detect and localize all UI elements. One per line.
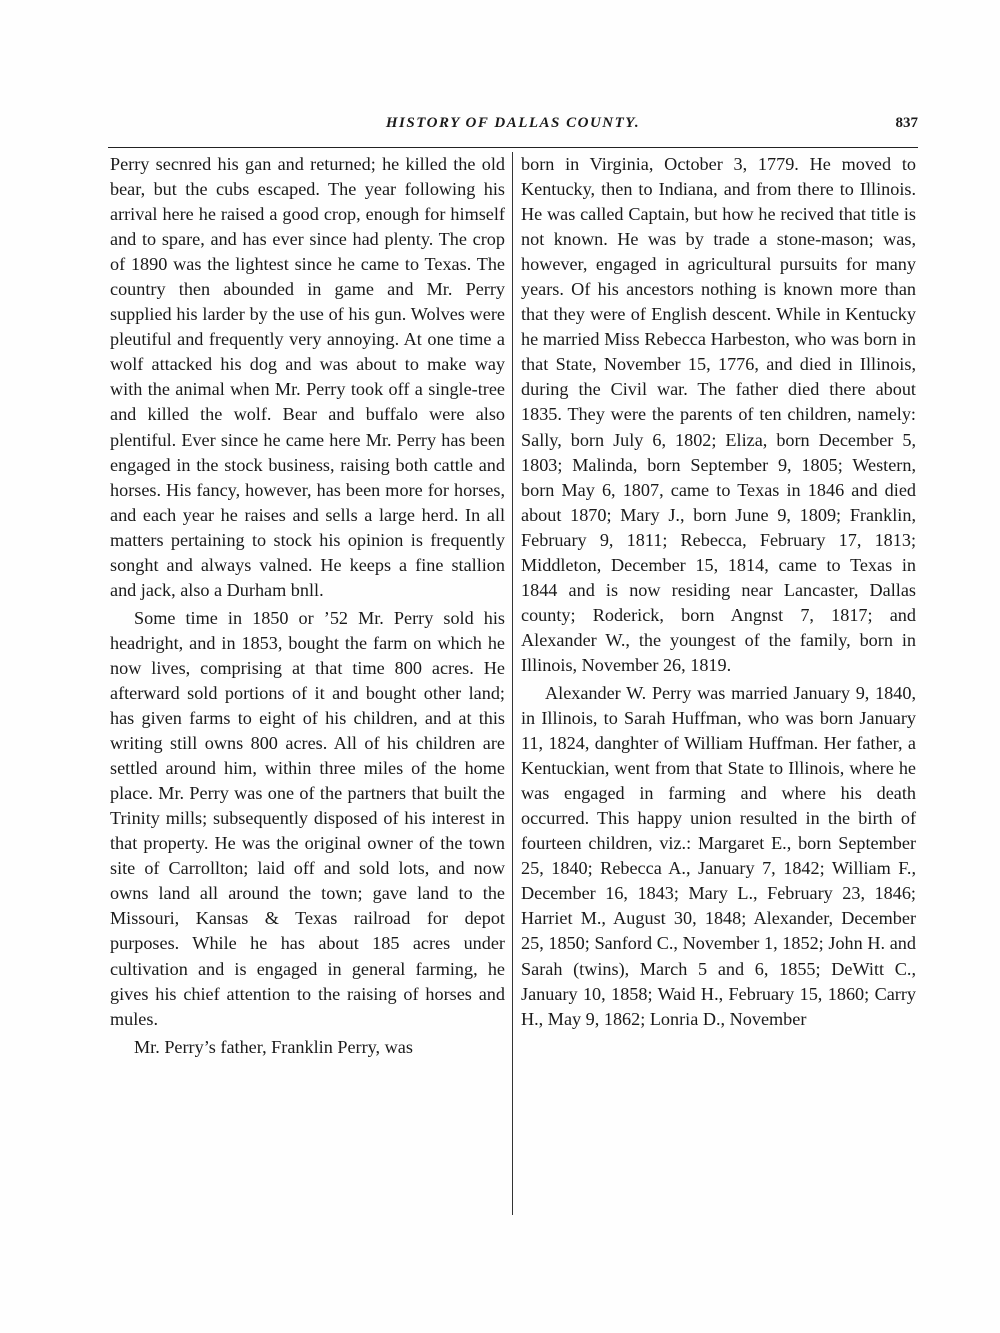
column-divider [512,152,513,1215]
header-rule [108,147,918,148]
running-title: HISTORY OF DALLAS COUNTY. [385,115,641,131]
paragraph: Some time in 1850 or ’52 Mr. Perry sold his headright, and in 1853, bought the farm on which he now lives, comprising at that time 800 acres. He afterward sold portions of it and bought other land; has given farms to eight of his children, and at this writing still owns 800 acres. All of his children are settled around him, within three miles of the home place. Mr. Perry was one of the partners that built the Trinity mills; subsequently disposed of his interest in that property. He was the original owner of the town site of Carrollton; laid off and sold lots, and now owns land all around the town; gave land to the Missouri, Kansas & Texas railroad for depot purposes. While he has about 185 acres under cultivation and is engaged in general farming, he gives his chief attention to the raising of horses and mules. [110,607,505,1029]
paragraph: born in Virginia, October 3, 1779. He moved to Kentucky, then to Indiana, and from there to Illinois. He was called Captain, but how he recived that title is not known. He was by trade a stone-mason; was, however, engaged in agricultural pursuits for many years. Of his ancestors nothing is known more than that they were of English descent. While in Kentucky he married Miss Rebecca Harbeston, who was born in that State, November 15, 1776, and died in Illinois, during the Civil war. The father died there about 1835. They were the parents of ten children, namely: Sally, born July 6, 1802; Eliza, born December 5, 1803; Malinda, born September 9, 1805; Western, born May 6, 1807, came to Texas in 1846 and died about 1870; Mary J., born June 9, 1809; Franklin, February 9, 1811; Rebecca, February 17, 1813; Middleton, December 15, 1814, came to Texas in 1844 and is now residing near Lancaster, Dallas county; Roderick, born Angnst 7, 1817; and Alexander W., the youngest of the family, born in Illinois, November 26, 1819. [521,154,916,675]
paragraph: Alexander W. Perry was married January 9, 1840, in Illinois, to Sarah Huffman, who was born January 11, 1824, danghter of William Huffman. Her father, a Kentuckian, went from that State to Illinois, where he was engaged in farming and where his death occurred. This happy union resulted in the birth of fourteen children, viz.: Margaret E., born September 25, 1840; Rebecca A., January 7, 1842; William F., December 16, 1843; Mary L., February 23, 1846; Harriet M., August 30, 1848; Alexander, December 25, 1850; Sanford C., November 1, 1852; John H. and Sarah (twins), March 5 and 6, 1855; DeWitt C., January 10, 1858; Waid H., February 15, 1860; Carry H., May 9, 1862; Lonria D., November [521,682,916,1029]
page-number: 837 [895,115,918,131]
paragraph: Perry secnred his gan and returned; he killed the old bear, but the cubs escaped. The year following his arrival here he raised a good crop, enough for himself and to spare, and has ever since had plenty. The crop of 1890 was the lightest since he came to Texas. The country then abounded in game and Mr. Perry supplied his larder by the use of his gun. Wolves were pleutiful and frequently very annoying. At one time a wolf attacked his dog and was about to make way with the animal when Mr. Perry took off a single-tree and killed the wolf. Bear and buffalo were also plentiful. Ever since he came here Mr. Perry has been engaged in the stock business, raising both cattle and horses. His fancy, however, has been more for horses, and each year he raises and sells a large herd. In all matters pertaining to stock his opinion is frequently songht and always valned. He keeps a fine stallion and jack, also a Durham bnll. [110,154,505,600]
running-header [108,113,918,143]
left-column [110,152,505,1063]
right-column [521,152,916,1035]
paragraph: Mr. Perry’s father, Franklin Perry, was [134,1036,413,1057]
